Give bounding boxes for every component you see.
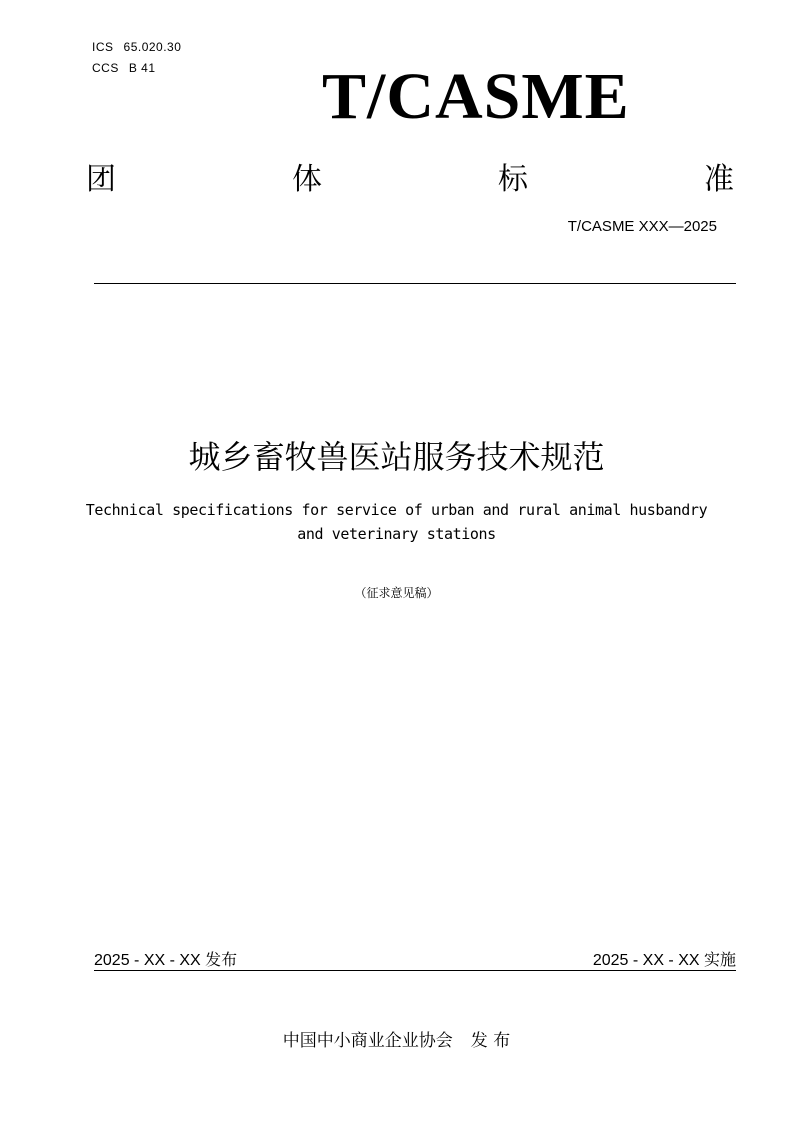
title-english-line1: Technical specifications for service of urban and rural animal husbandry <box>85 501 708 519</box>
publisher-line <box>0 1026 793 1051</box>
standard-type-char: 团 <box>86 162 116 197</box>
implement-date: 2025 - XX - XX 实施 <box>592 952 736 969</box>
ccs-line <box>92 61 166 75</box>
standard-type-char: 准 <box>704 162 734 197</box>
ics-line <box>92 40 191 54</box>
ccs-label: CCS <box>92 61 119 75</box>
ics-label: ICS <box>92 40 114 54</box>
publish-date: 2025 - XX - XX 发布 <box>94 952 238 969</box>
brand-logo-text: T/CASME <box>322 60 630 133</box>
standard-type <box>86 154 734 198</box>
publish-label: 发 布 <box>470 1031 511 1051</box>
standard-type-char: 体 <box>292 162 322 197</box>
footer-divider <box>94 970 736 971</box>
publisher-name: 中国中小商业企业协会 <box>282 1031 453 1051</box>
header-divider <box>94 283 736 284</box>
title-english-line2: and veterinary stations <box>297 525 496 543</box>
document-number: T/CASME XXX—2025 <box>567 218 717 235</box>
draft-status: （征求意见稿） <box>354 586 439 600</box>
ics-code: 65.020.30 <box>123 40 182 54</box>
standard-type-char: 标 <box>498 162 528 197</box>
ccs-code: B 41 <box>128 61 156 75</box>
title-chinese: 城乡畜牧兽医站服务技术规范 <box>188 438 605 476</box>
